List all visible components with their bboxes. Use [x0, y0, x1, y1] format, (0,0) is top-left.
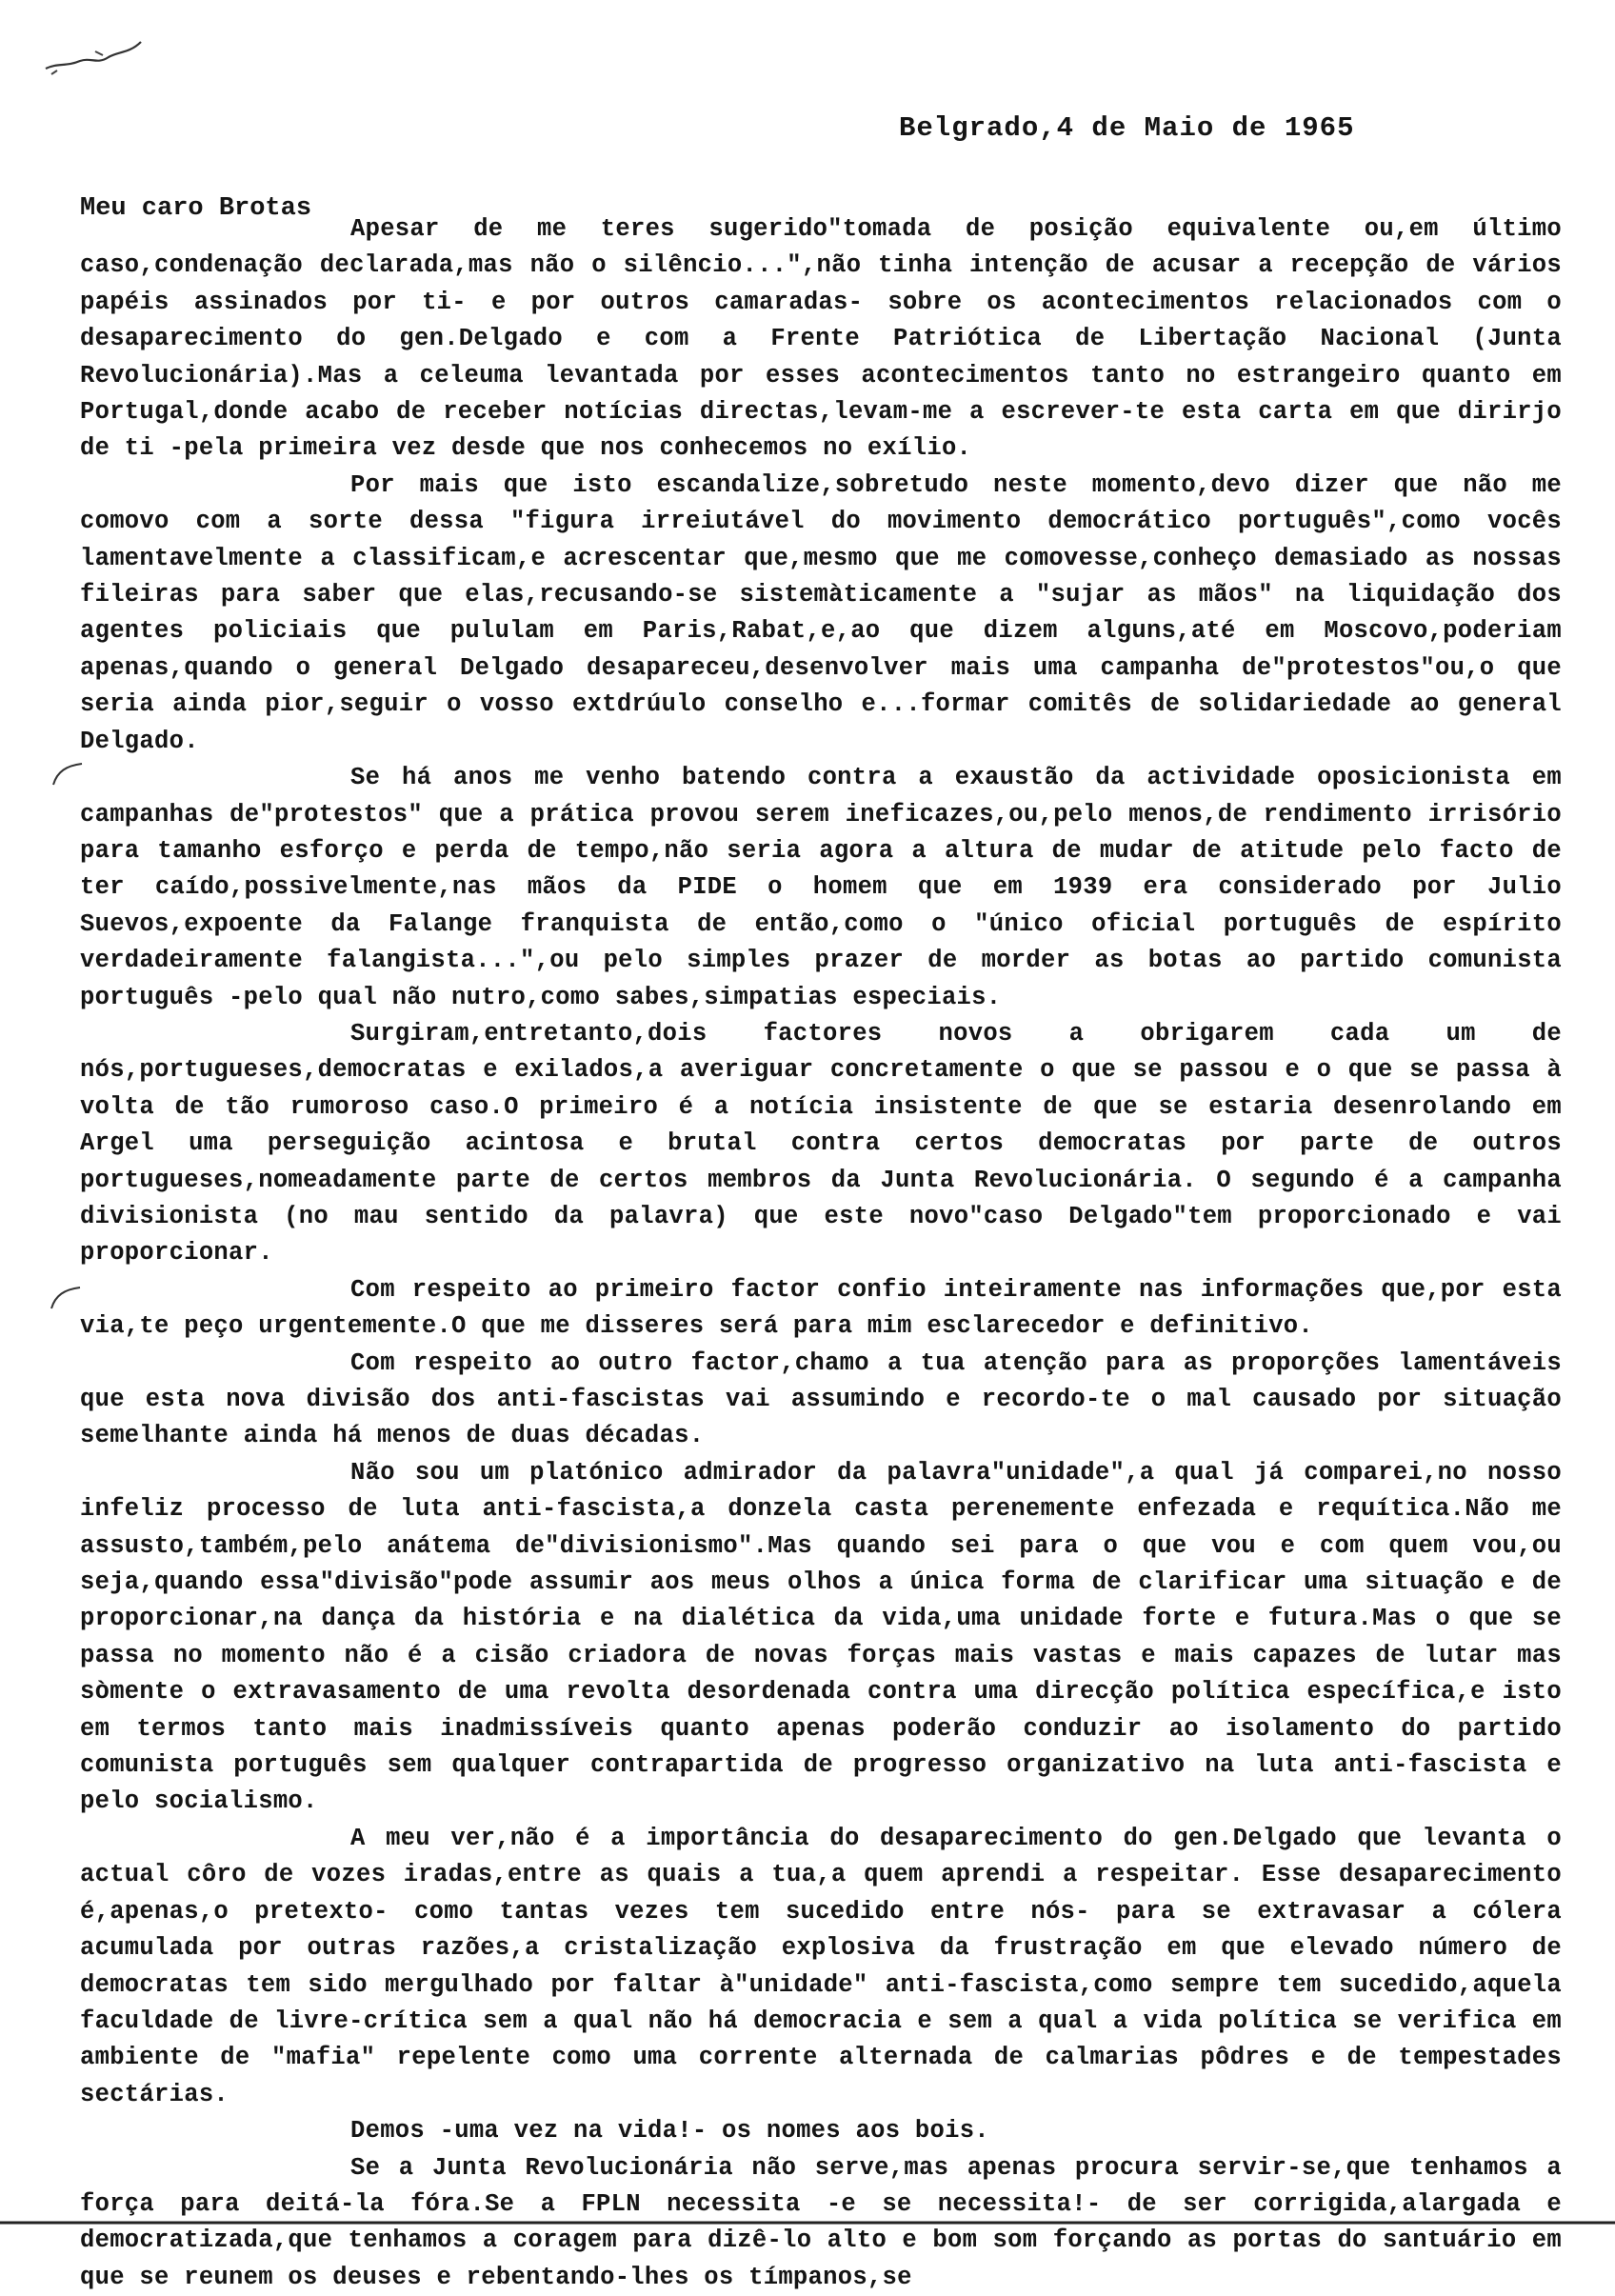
closing-line: Demos -uma vez na vida!- os nomes aos bois.	[350, 2117, 989, 2146]
paragraph: Com respeito ao primeiro factor confio inteiramente nas informações que,por esta via,te peço urgentemente.O que me disseres será para mim esclarecedor e definitivo.	[80, 1275, 1562, 1341]
paragraph: A meu ver,não é a importância do desaparecimento do gen.Delgado que levanta o actual côro de vozes iradas,entre as quais a tua,a quem aprendi a respeitar. Esse desaparecimento é,apenas,o pretexto- como tantas vezes tem sucedido entre nós- para se extravasar a cólera acumulada por outras razões,a cristalização explosiva da frustração em que elevado número de democratas tem sido mergulhado por faltar à"unidade" anti-fascista,como sempre tem sucedido,aquela faculdade de livre-crítica sem a qual não há democracia e sem a qual a vida política se verifica em ambiente de "mafia" repelente como uma corrente alternada de calmarias pôdres e de tempestades sectárias.	[80, 1824, 1562, 2108]
closing-line: Se a Junta Revolucionária não serve,mas apenas procura servir-se,que tenhamos a força para deitá-la fóra.Se a FPLN necessita -e se necessita!- de ser corrigida,alargada e democratizada,que tenhamos a coragem para dizê-lo alto e bom som forçando as portas do santuário em que se reunem os deuses e rebentando-lhes os tímpanos,se	[80, 2153, 1562, 2291]
paragraph: Se há anos me venho batendo contra a exaustão da actividade oposicionista em campanhas de"protestos" que a prática provou serem ineficazes,ou,pelo menos,de rendimento irrisório para tamanho esforço e perda de tempo,não seria agora a altura de mudar de atitude pelo facto de ter caído,possivelmente,nas mãos da PIDE o homem que em 1939 era considerado por Julio Suevos,expoente da Falange franquista de então,como o "único oficial português de espírito verdadeiramente falangista...",ou pelo simples prazer de morder as botas ao partido comunista português -pelo qual não nutro,como sabes,simpatias especiais.	[80, 764, 1562, 1011]
paragraph: Surgiram,entretanto,dois factores novos a obrigarem cada um de nós,portugueses,democratas e exilados,a averiguar concretamente o que se passou e o que se passa à volta de tão rumoroso caso.O primeiro é a notícia insistente de que se estaria desenrolando em Argel uma perseguição acintosa e brutal contra certos democratas por parte de outros portugueses,nomeadamente parte de certos membros da Junta Revolucionária. O segundo é a campanha divisionista (no mau sentido da palavra) que este novo"caso Delgado"tem proporcionado e vai proporcionar.	[80, 1019, 1562, 1268]
pen-scribble-mark	[38, 29, 162, 86]
paragraph: Por mais que isto escandalize,sobretudo neste momento,devo dizer que não me comovo com a sorte dessa "figura irreiutável do movimento democrático português",como vocês lamentavelmente a classificam,e acrescentar que,mesmo que me comovesse,conheço demasiado as nossas fileiras para saber que elas,recusando-se sistemàticamente a "sujar as mãos" na liquidação dos agentes policiais que pululam em Paris,Rabat,e,ao que dizem alguns,até em Moscovo,poderiam apenas,quando o general Delgado desapareceu,desenvolver mais uma campanha de"protestos"ou,o que seria ainda pior,seguir o vosso extdrúulo conselho e...formar comitês de solidariedade ao general Delgado.	[80, 470, 1562, 755]
paragraph: Com respeito ao outro factor,chamo a tua atenção para as proporções lamentáveis que esta nova divisão dos anti-fascistas vai assumindo e recordo-te o mal causado por situação semelhante ainda há menos de duas décadas.	[80, 1348, 1562, 1450]
letter-date: Belgrado,4 de Maio de 1965	[899, 112, 1355, 144]
letter-salutation: Meu caro Brotas	[80, 194, 312, 223]
page-bottom-edge	[0, 2219, 1615, 2240]
paragraph: Apesar de me teres sugerido"tomada de posição equivalente ou,em último caso,condenação declarada,mas não o silêncio...",não tinha intenção de acusar a recepção de vários papéis assinados por ti- e por outros camaradas- sobre os acontecimentos relacionados com o desaparecimento do gen.Delgado e com a Frente Patriótica de Libertação Nacional (Junta Revolucionária).Mas a celeuma levantada por esses acontecimentos tanto no estrangeiro quanto em Portugal,donde acabo de receber notícias directas,levam-me a escrever-te esta carta em que dirirjo de ti -pela primeira vez desde que nos conhecemos no exílio.	[80, 215, 1562, 463]
letter-body	[80, 211, 1562, 2296]
paragraph: Não sou um platónico admirador da palavra"unidade",a qual já comparei,no nosso infeliz processo de luta anti-fascista,a donzela casta perenemente enfezada e requítica.Não me assusto,também,pelo anátema de"divisionismo".Mas quando sei para o que vou e com quem vou,ou seja,quando essa"divisão"pode assumir aos meus olhos a única forma de clarificar uma situação e de proporcionar,na dança da história e na dialética da vida,uma unidade forte e futura.Mas o que se passa no momento não é a cisão criadora de novas forças mais vastas e mais capazes de lutar mas sòmente o extravasamento de uma revolta desordenada contra uma direcção política específica,e isto em termos tanto mais inadmissíveis quanto apenas poderão conduzir ao isolamento do partido comunista português sem qualquer contrapartida de progresso organizativo na luta anti-fascista e pelo socialismo.	[80, 1458, 1562, 1816]
